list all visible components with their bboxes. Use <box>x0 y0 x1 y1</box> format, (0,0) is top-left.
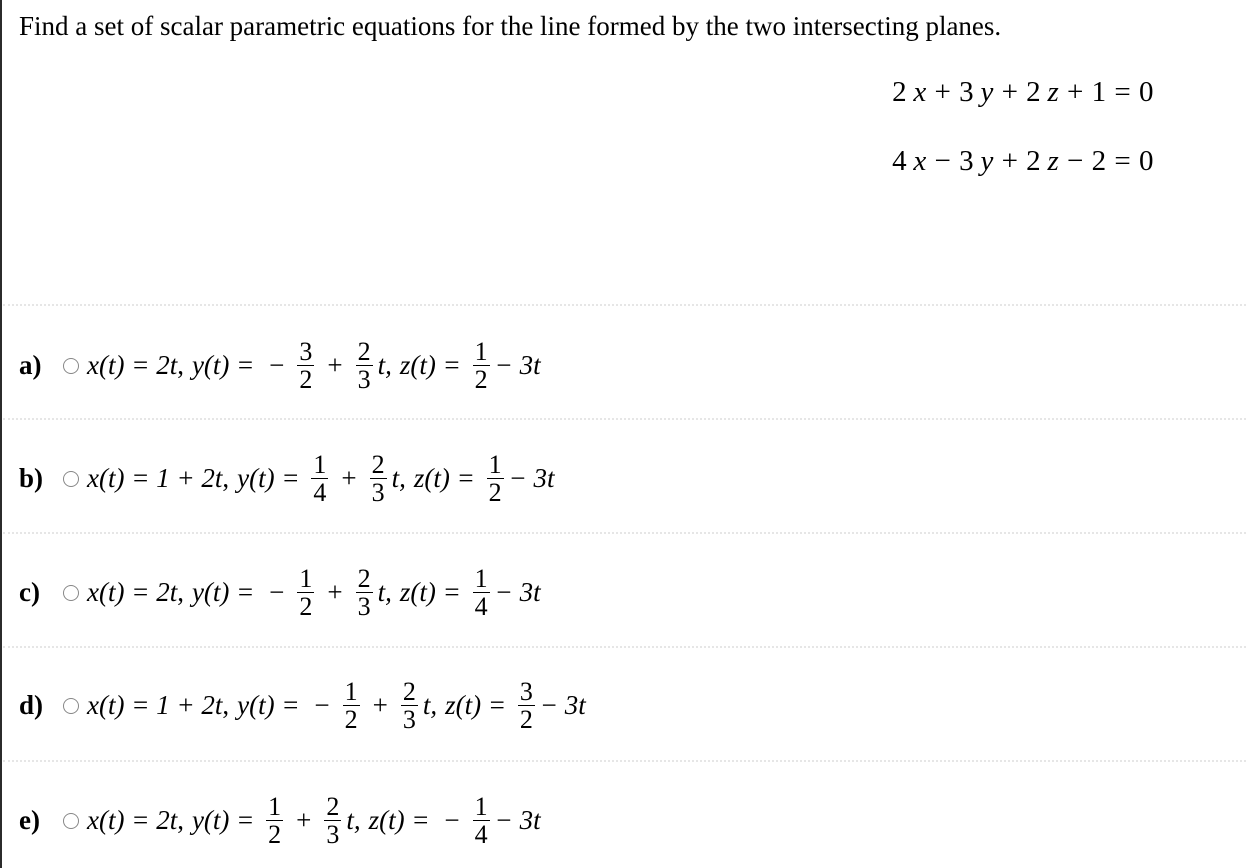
separator <box>3 646 1246 648</box>
option-label: e) <box>19 804 40 835</box>
plane-equation-2: 4 x − 3 y + 2 z − 2 = 0 <box>892 145 1154 177</box>
separator <box>3 760 1246 762</box>
radio-button[interactable] <box>63 698 79 714</box>
fraction: $\frac{2}{3}$ <box>357 563 371 621</box>
option-label: b) <box>19 462 44 493</box>
fraction: $\frac{2}{3}$ <box>402 676 416 734</box>
option-b[interactable] <box>19 438 555 518</box>
option-label: c) <box>19 576 40 607</box>
fraction: $\frac{1}{2}$ <box>488 449 502 507</box>
fraction: $\frac{3}{2}$ <box>299 336 313 394</box>
fraction: $\frac{2}{3}$ <box>371 449 385 507</box>
option-label: d) <box>19 689 44 720</box>
fraction: $\frac{2}{3}$ <box>326 791 340 849</box>
option-c[interactable] <box>19 552 541 632</box>
plane-equation-1: 2 x + 3 y + 2 z + 1 = 0 <box>892 76 1154 108</box>
option-equation: x(t) = 2t , y(t) = − $\frac{3}{2}$ + $\frac{2}{3}$ t, z(t) = $\frac{1}{2}$ − 3t <box>87 336 541 394</box>
option-equation: x(t) = 2t , y(t) = $\frac{1}{2}$ + $\frac{2}{3}$ t, z(t) = − $\frac{1}{4}$ − 3t <box>87 791 541 849</box>
fraction: $\frac{1}{4}$ <box>313 449 327 507</box>
separator <box>3 418 1246 420</box>
option-d[interactable] <box>19 665 586 745</box>
fraction: $\frac{1}{2}$ <box>299 563 313 621</box>
radio-button[interactable] <box>63 813 79 829</box>
fraction: $\frac{1}{2}$ <box>344 676 358 734</box>
fraction: $\frac{2}{3}$ <box>357 336 371 394</box>
option-e[interactable] <box>19 780 541 860</box>
left-border <box>0 0 2 868</box>
fraction: $\frac{1}{4}$ <box>474 791 488 849</box>
option-equation: x(t) = 1 + 2t , y(t) = − $\frac{1}{2}$ + $\frac{2}{3}$ t, z(t) = $\frac{3}{2}$ − 3t <box>87 676 586 734</box>
radio-button[interactable] <box>63 471 79 487</box>
option-a[interactable] <box>19 325 541 405</box>
fraction: $\frac{1}{2}$ <box>474 336 488 394</box>
fraction: $\frac{1}{4}$ <box>474 563 488 621</box>
separator <box>3 304 1246 306</box>
separator <box>3 532 1246 534</box>
option-equation: x(t) = 1 + 2t , y(t) = $\frac{1}{4}$ + $\frac{2}{3}$ t, z(t) = $\frac{1}{2}$ − 3t <box>87 449 555 507</box>
fraction: $\frac{1}{2}$ <box>268 791 282 849</box>
radio-button[interactable] <box>63 358 79 374</box>
fraction: $\frac{3}{2}$ <box>519 676 533 734</box>
option-equation: x(t) = 2t , y(t) = − $\frac{1}{2}$ + $\frac{2}{3}$ t, z(t) = $\frac{1}{4}$ − 3t <box>87 563 541 621</box>
option-label: a) <box>19 349 42 380</box>
question-text: Find a set of scalar parametric equations for the line formed by the two intersecting planes. <box>19 11 1002 41</box>
radio-button[interactable] <box>63 585 79 601</box>
